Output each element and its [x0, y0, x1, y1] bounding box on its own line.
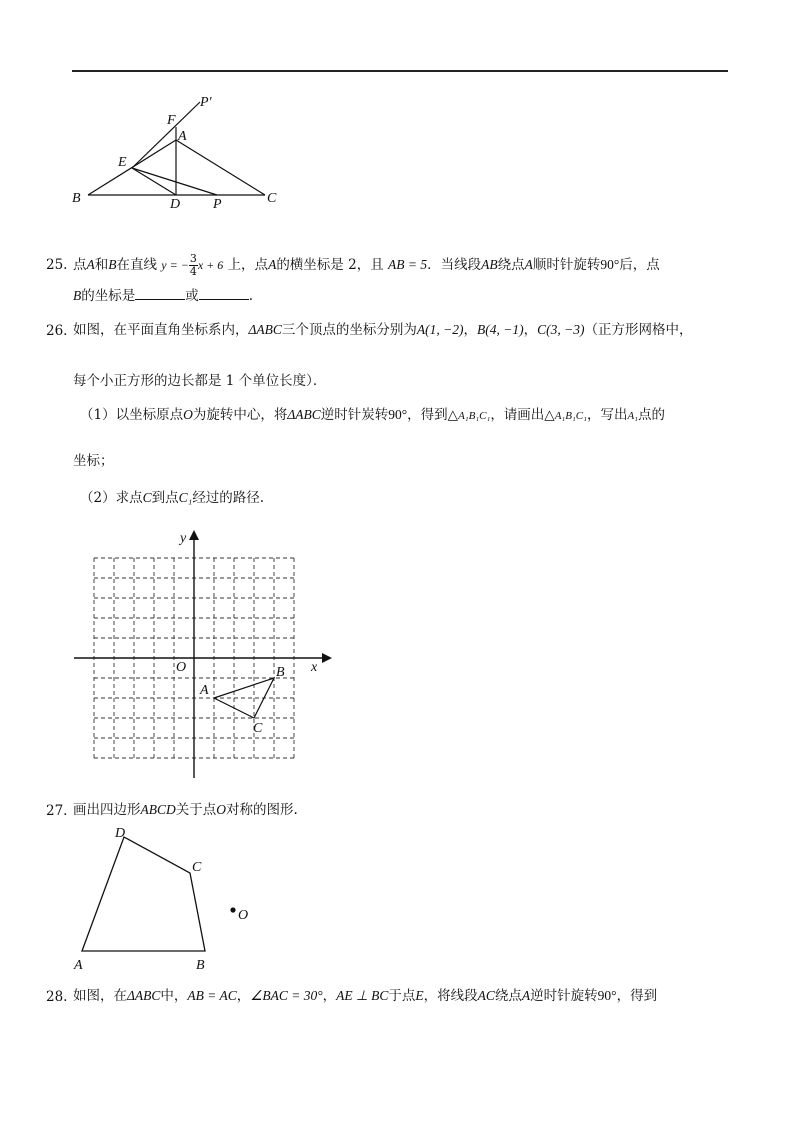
- q26-text: （正方形网格中，: [584, 322, 693, 338]
- q25-text: 在直线: [116, 257, 157, 273]
- q25-text: ．当线段: [427, 257, 482, 273]
- q26-part1-line1: [80, 406, 665, 425]
- q27-text: 关于点: [175, 802, 217, 818]
- q27-text: 对称的图形.: [226, 802, 298, 818]
- q25-line1: [73, 252, 660, 278]
- q28-number: 28.: [46, 989, 68, 1005]
- q25-text: 顺时针旋转: [532, 257, 601, 273]
- q26-text: 逆时针炭转: [320, 407, 389, 423]
- q26-number: 26.: [46, 323, 68, 339]
- q25-answer-blank-2[interactable]: [199, 287, 249, 300]
- q26-triangle-image: A₁B₁C₁: [554, 410, 587, 422]
- ray-EP-prime: [132, 102, 200, 168]
- quad-label-B: B: [196, 958, 205, 973]
- q27-quadrilateral: ABCD: [140, 802, 176, 817]
- q28-text: 于点: [388, 988, 416, 1004]
- q26-point-C: C: [142, 490, 152, 505]
- figure-q24-svg: [70, 90, 310, 215]
- q28-condition-3: AE ⊥ BC: [336, 988, 389, 1003]
- q25-text: 的横坐标是 2，且: [276, 257, 384, 273]
- q28-condition-1: AB = AC: [187, 988, 237, 1003]
- q25-answer-blank-1[interactable]: [135, 287, 185, 300]
- quad-label-O: O: [238, 908, 249, 923]
- quad-label-C: C: [192, 860, 202, 875]
- segment-EP: [132, 168, 217, 195]
- q27-number: 27.: [46, 803, 68, 819]
- q26-text: ，: [523, 322, 538, 338]
- label-P-prime: P′: [200, 95, 212, 110]
- q27-line: [73, 801, 298, 819]
- q27-point-O: O: [216, 802, 226, 817]
- q28-condition-2: ∠BAC = 30°: [250, 988, 323, 1003]
- q25-text: 的坐标是: [81, 288, 136, 304]
- q26-triangle-image: A₁B₁C₁: [458, 410, 491, 422]
- q26-text: 坐标；: [73, 453, 114, 469]
- q26-text: 三个顶点的坐标分别为: [281, 322, 417, 338]
- q28-segment-AC: AC: [477, 988, 495, 1003]
- q26-triangle: ΔABC: [248, 322, 282, 337]
- q26-text: ，: [463, 322, 478, 338]
- quad-label-D: D: [115, 826, 126, 841]
- coordinate-grid-svg: [70, 530, 340, 780]
- q26-angle: 90°: [388, 407, 408, 422]
- q26-text: ，请画出△: [490, 407, 555, 423]
- q25-segment-AB: AB: [481, 257, 498, 272]
- q26-triangle: ΔABC: [287, 407, 321, 422]
- x-axis-label: x: [311, 660, 318, 675]
- q26-point-C1: C₁: [178, 490, 193, 505]
- grid-label-C: C: [253, 721, 263, 736]
- y-axis-label: y: [180, 531, 187, 546]
- label-B: B: [72, 191, 81, 206]
- q28-text: 逆时针旋转: [530, 988, 598, 1004]
- q28-angle: 90°: [597, 988, 617, 1003]
- q26-line1: [73, 321, 693, 339]
- q25-condition: AB = 5: [388, 257, 428, 272]
- q25-fraction-numerator: 3: [189, 252, 197, 265]
- q26-text: 为旋转中心，将: [192, 407, 288, 423]
- q26-origin: O: [183, 407, 193, 422]
- q25-angle: 90°: [600, 257, 620, 272]
- q25-text: .: [248, 288, 254, 304]
- origin-label: O: [176, 660, 187, 675]
- q25-fraction: [189, 253, 198, 278]
- q28-point-E: E: [415, 988, 424, 1003]
- q28-text: ，: [236, 988, 251, 1004]
- q27-text: 画出四边形: [73, 802, 141, 818]
- q26-point-A: A(1, −2): [416, 322, 464, 337]
- quadrilateral-ABCD: [82, 837, 205, 951]
- q25-text: 点: [73, 257, 87, 273]
- x-axis-arrow-icon: [322, 653, 332, 663]
- q26-point-B: B(4, −1): [477, 322, 524, 337]
- q26-text: 经过的路径.: [192, 490, 265, 506]
- q26-text: 每个小正方形的边长都是 1 个单位长度）．: [73, 373, 327, 389]
- q28-text: 如图，在: [73, 988, 127, 1004]
- q28-point-A: A: [521, 988, 531, 1003]
- q26-text: （2）求点: [80, 490, 143, 506]
- grid-label-B: B: [276, 665, 285, 680]
- q26-text: 如图，在平面直角坐标系内，: [73, 322, 249, 338]
- q25-point-A: A: [524, 257, 533, 272]
- segment-ED: [132, 168, 176, 195]
- q26-text: ，得到△: [407, 407, 459, 423]
- q25-point-A: A: [268, 257, 277, 272]
- label-P: P: [213, 197, 222, 212]
- q26-text: 点的: [638, 407, 665, 423]
- q25-fraction-denominator: 4: [189, 265, 197, 278]
- q25-text: 上，点: [227, 257, 269, 273]
- q26-part1-line2: [73, 452, 114, 470]
- header-rule: [72, 70, 728, 72]
- figure-q24: [70, 90, 310, 215]
- q28-triangle: ΔABC: [127, 988, 161, 1003]
- label-D: D: [170, 197, 181, 212]
- q28-line: [73, 987, 657, 1005]
- q25-line2: [73, 287, 253, 305]
- q28-text: ，: [322, 988, 337, 1004]
- q25-equation-lhs: y = −: [161, 258, 189, 272]
- q25-point-B: B: [108, 257, 117, 272]
- figure-q27-quadrilateral: [70, 825, 270, 975]
- q25-point-B: B: [73, 288, 82, 303]
- q25-text: 和: [94, 257, 109, 273]
- y-axis-arrow-icon: [189, 530, 199, 540]
- q26-point-C: C(3, −3): [537, 322, 585, 337]
- q25-text: 或: [185, 288, 199, 304]
- q26-point-A1: A₁: [627, 410, 638, 422]
- q25-text: 后，点: [619, 257, 660, 273]
- q25-equation-rhs: x + 6: [197, 258, 224, 272]
- q26-text: （1）以坐标原点: [80, 407, 184, 423]
- q25-text: 绕点: [497, 257, 525, 273]
- q25-number: 25.: [46, 257, 68, 273]
- label-A: A: [178, 129, 187, 144]
- figure-q26-grid: [70, 530, 340, 780]
- grid-label-A: A: [200, 683, 209, 698]
- quad-label-A: A: [74, 958, 83, 973]
- label-C: C: [267, 191, 277, 206]
- q26-line2: [73, 372, 326, 390]
- q28-text: 绕点: [494, 988, 522, 1004]
- q26-part2: [80, 489, 264, 507]
- q28-text: ，将线段: [423, 988, 478, 1004]
- label-E: E: [118, 155, 127, 170]
- q25-point-A: A: [86, 257, 95, 272]
- label-F: F: [167, 113, 176, 128]
- q28-text: 中，: [160, 988, 188, 1004]
- q26-text: ，写出: [586, 407, 628, 423]
- q28-text: ，得到: [616, 988, 658, 1004]
- q26-text: 到点: [151, 490, 179, 506]
- point-O-dot: [230, 907, 235, 912]
- quadrilateral-svg: [70, 825, 270, 975]
